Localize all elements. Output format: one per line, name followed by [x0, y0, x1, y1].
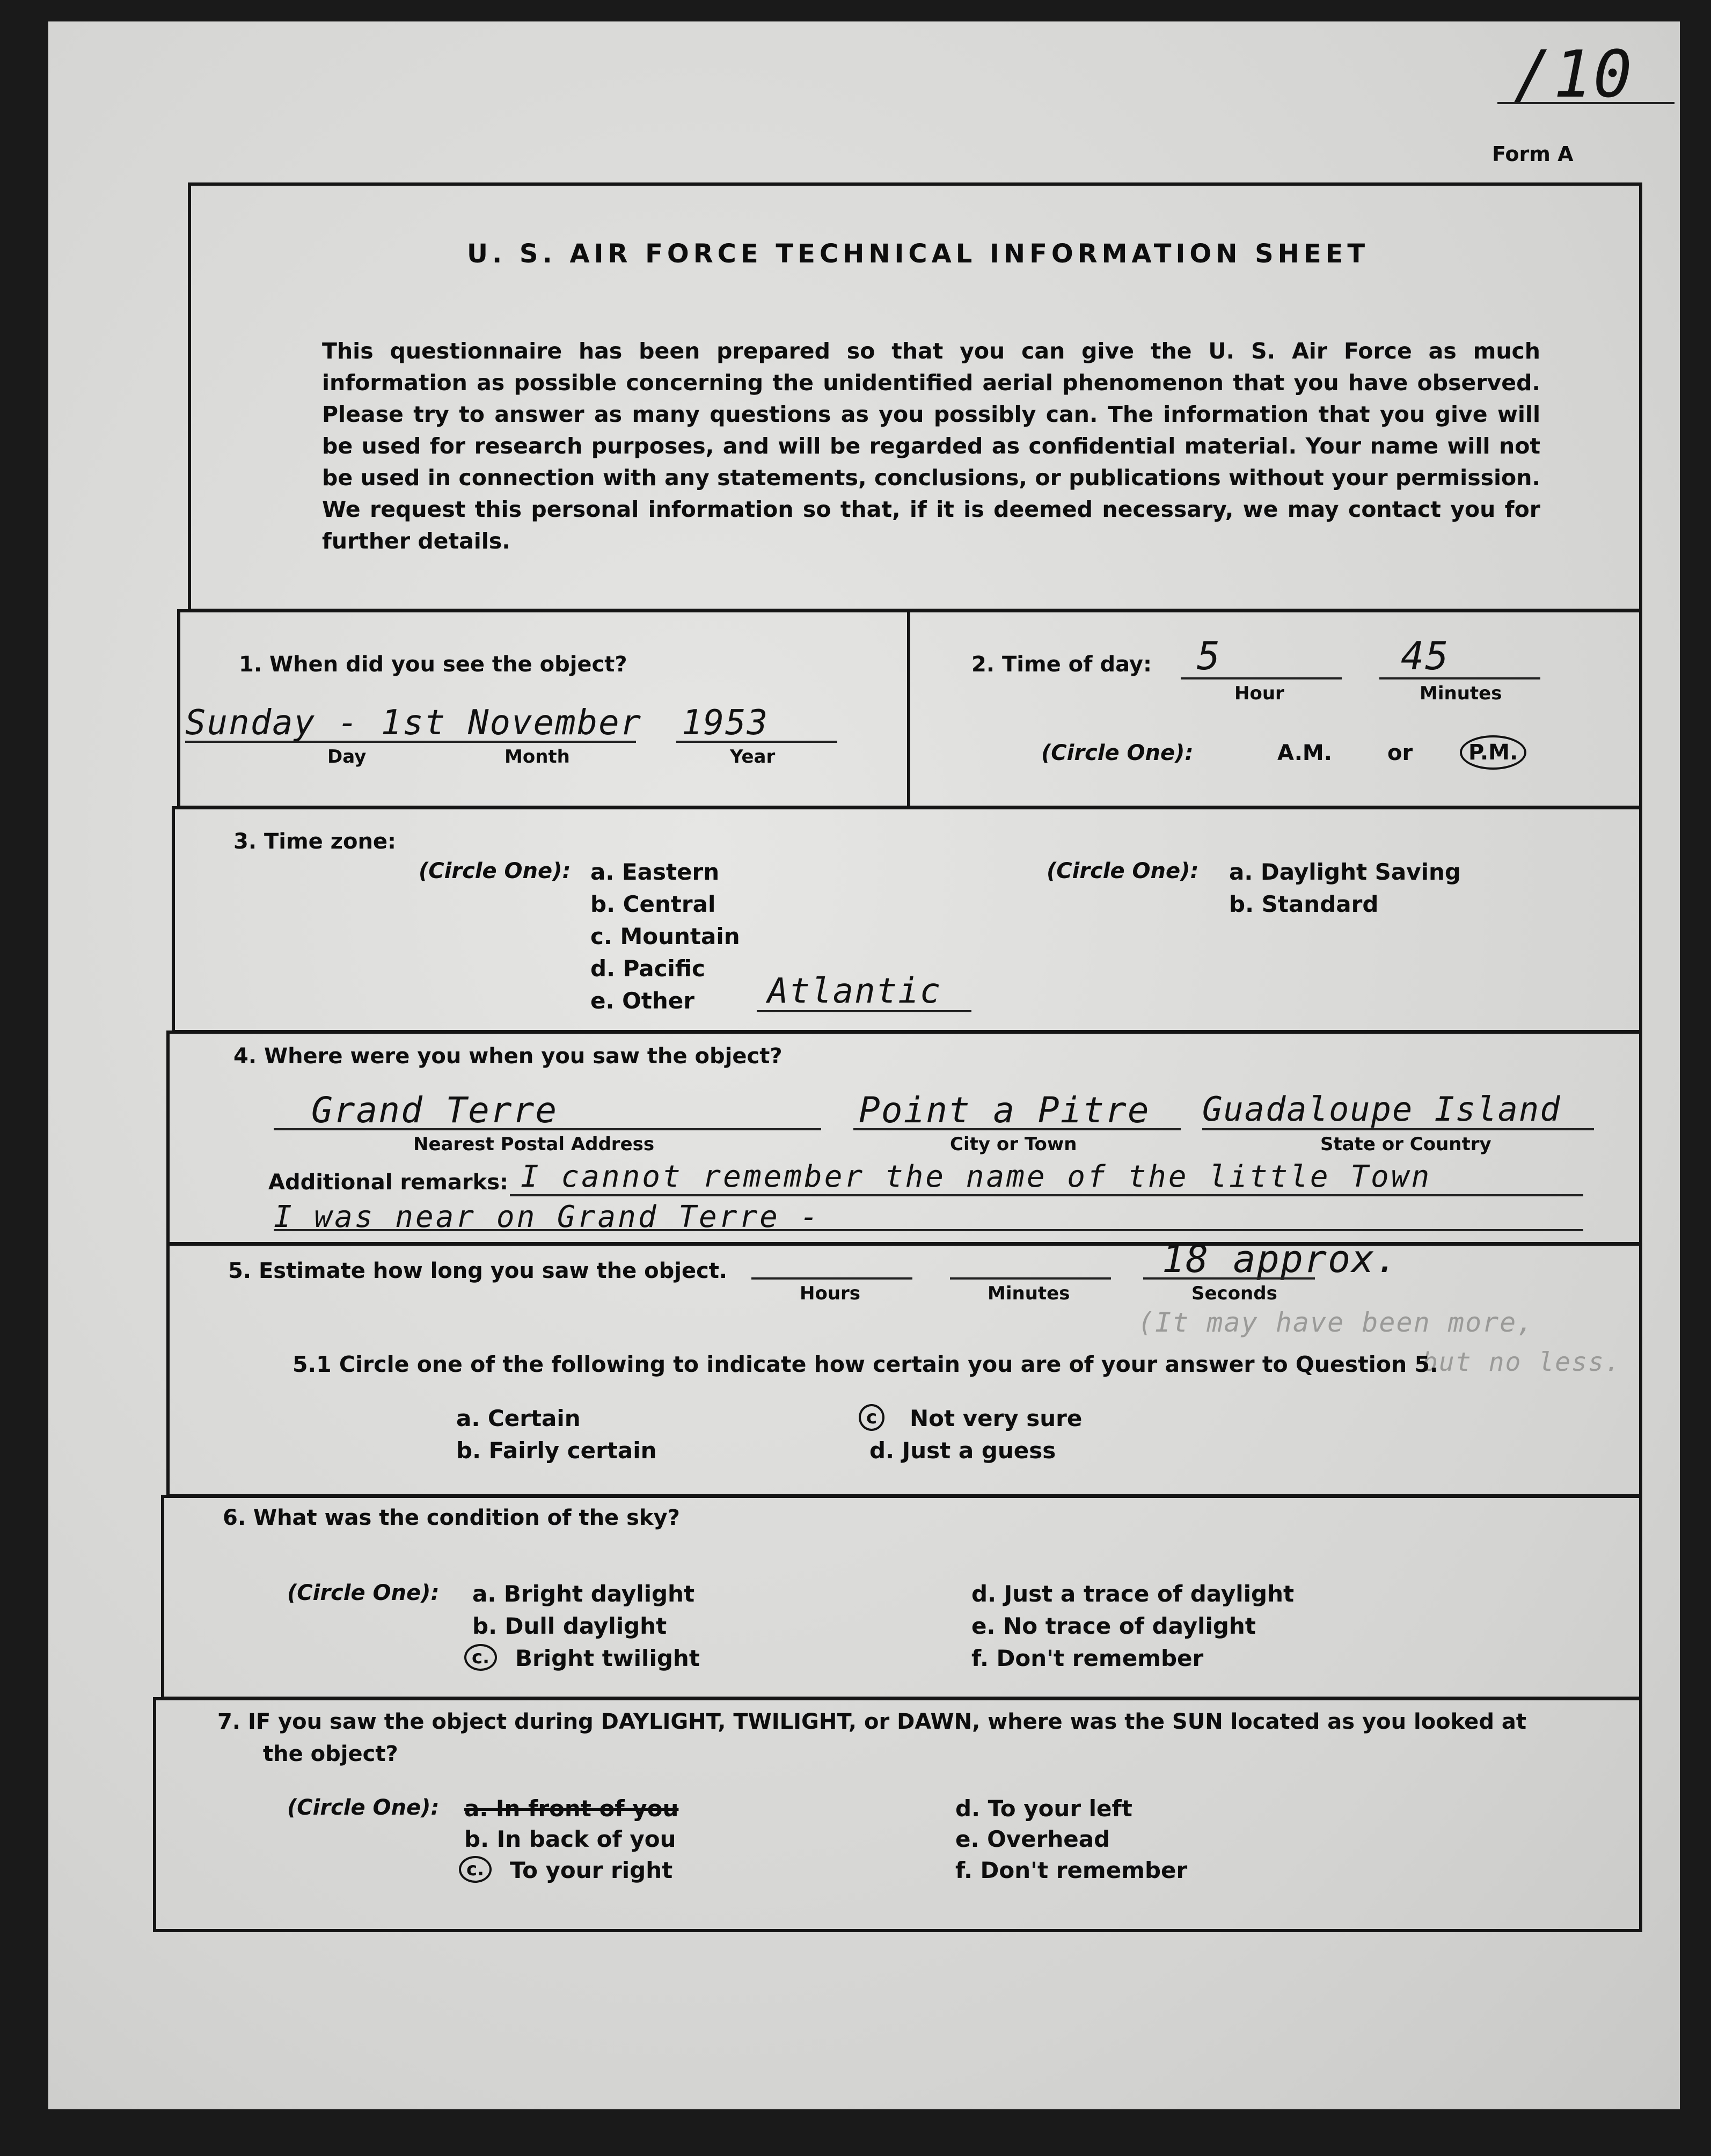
q4-city-answer: Point a Pitre — [859, 1090, 1150, 1131]
q6-option-b: b. Dull daylight — [472, 1613, 667, 1639]
q51-option-a: a. Certain — [456, 1405, 581, 1431]
q6-option-e: e. No trace of daylight — [971, 1613, 1256, 1639]
q7-option-f: f. Don't remember — [955, 1857, 1188, 1883]
q4-remarks-line1: I cannot remember the name of the little Town — [521, 1159, 1432, 1194]
q3-saving-b: b. Standard — [1229, 891, 1379, 917]
q7-option-c: To your right — [510, 1857, 673, 1883]
q5-seconds-label: Seconds — [1191, 1283, 1277, 1304]
q4-address-answer: Grand Terre — [311, 1090, 558, 1131]
q6-option-f: f. Don't remember — [971, 1645, 1204, 1671]
q4-remarks-underline1 — [510, 1194, 1583, 1196]
q2-minutes-answer: 45 — [1401, 633, 1450, 678]
q2-or: or — [1387, 741, 1413, 765]
q7-label-line2: the object? — [263, 1742, 398, 1766]
q3-label: 3. Time zone: — [233, 829, 397, 854]
form-title: U. S. AIR FORCE TECHNICAL INFORMATION SHEET — [467, 239, 1370, 269]
q51-option-c-circled: c — [859, 1404, 884, 1431]
q3-zone-b: b. Central — [590, 891, 716, 917]
q3-saving-circle-one: (Circle One): — [1047, 859, 1199, 883]
q2-hour-answer: 5 — [1197, 633, 1222, 678]
intro-paragraph: This questionnaire has been prepared so that you can give the U. S. Air Force as much information as possible concerning the unidentified aerial phenomenon that you have observed. Please try to answer as many questions as you possibly can. The information that you give will be used for research purposes, and will be regarded as confidential material. Your name will not be used in connection with any statements, conclusions, or publications without your permission. We request this personal information so that, if it is deemed necessary, we may contact you for further details. — [322, 338, 1540, 554]
q6-option-c: Bright twilight — [515, 1645, 700, 1671]
q2-hour-label: Hour — [1234, 683, 1284, 704]
q4-address-label: Nearest Postal Address — [413, 1134, 655, 1155]
q7-option-b: b. In back of you — [464, 1826, 676, 1852]
q4-label: 4. Where were you when you saw the object? — [233, 1044, 783, 1069]
q6-circle-one: (Circle One): — [287, 1581, 440, 1605]
q7-label-line1: 7. IF you saw the object during DAYLIGHT, TWILIGHT, or DAWN, where was the SUN located as you looked at — [217, 1709, 1526, 1734]
q2-pm-circled: P.M. — [1460, 735, 1526, 770]
q5-seconds-line — [1143, 1277, 1315, 1280]
q4-city-label: City or Town — [950, 1134, 1077, 1155]
q1-year-label: Year — [730, 746, 776, 768]
q3-other-answer: Atlantic — [767, 971, 942, 1011]
form-label: Form A — [1492, 142, 1574, 166]
intro-text — [322, 335, 1540, 557]
q4-state-answer: Guadaloupe Island — [1202, 1090, 1561, 1129]
q51-option-c: Not very sure — [910, 1405, 1083, 1431]
q1-year-answer: 1953 — [682, 703, 769, 743]
q5-minutes-line — [950, 1277, 1111, 1280]
q1-day-month-line — [185, 741, 636, 743]
q1-month-label: Month — [504, 746, 570, 768]
q4-remarks-label: Additional remarks: — [268, 1170, 509, 1195]
q3-zone-d: d. Pacific — [590, 955, 705, 982]
q2-hour-line — [1181, 677, 1342, 679]
q4-remarks-underline2 — [274, 1229, 1583, 1231]
q51-option-b: b. Fairly certain — [456, 1437, 657, 1464]
q4-address-line — [274, 1128, 821, 1130]
q3-circle-one: (Circle One): — [419, 859, 571, 883]
q3-other-line — [757, 1010, 971, 1012]
q2-label: 2. Time of day: — [971, 652, 1152, 677]
q1-year-line — [676, 741, 837, 743]
q4-state-label: State or Country — [1320, 1134, 1491, 1155]
q5-note-line1: (It may have been more, — [1138, 1307, 1534, 1338]
q4-state-line — [1202, 1128, 1594, 1130]
q5-note-line2: but no less. — [1422, 1347, 1621, 1377]
q3-zone-a: a. Eastern — [590, 859, 720, 885]
q5-hours-line — [751, 1277, 912, 1280]
q5-label: 5. Estimate how long you saw the object. — [228, 1259, 728, 1283]
document-page — [48, 21, 1680, 2109]
q5-minutes-label: Minutes — [988, 1283, 1070, 1304]
q6-option-c-circled: c. — [464, 1644, 497, 1671]
q3-zone-e: e. Other — [590, 988, 694, 1014]
q5-seconds-answer: 18 approx. — [1162, 1237, 1399, 1281]
q5-hours-label: Hours — [800, 1283, 861, 1304]
q7-circle-one: (Circle One): — [287, 1795, 440, 1820]
section-1-2-divider — [907, 609, 910, 809]
q2-circle-one: (Circle One): — [1041, 741, 1194, 765]
q51-option-d: d. Just a guess — [869, 1437, 1056, 1464]
q2-minutes-label: Minutes — [1420, 683, 1502, 704]
q51-label: 5.1 Circle one of the following to indicate how certain you are of your answer to Question 5. — [293, 1351, 1438, 1377]
q1-day-label: Day — [327, 746, 367, 768]
q4-remarks-line2: I was near on Grand Terre - — [274, 1200, 821, 1234]
page-number: /10 — [1513, 38, 1633, 112]
page-number-underline — [1497, 102, 1675, 104]
q7-option-d: d. To your left — [955, 1795, 1132, 1822]
q6-option-a: a. Bright daylight — [472, 1581, 695, 1607]
q7-option-e: e. Overhead — [955, 1826, 1110, 1852]
q3-saving-a: a. Daylight Saving — [1229, 859, 1461, 885]
q1-day-month-answer: Sunday - 1st November — [185, 703, 642, 743]
q3-zone-c: c. Mountain — [590, 923, 740, 949]
q2-minutes-line — [1379, 677, 1540, 679]
q6-label: 6. What was the condition of the sky? — [223, 1505, 680, 1530]
q7-option-c-circled: c. — [459, 1856, 492, 1883]
q2-am: A.M. — [1277, 741, 1332, 765]
q6-option-d: d. Just a trace of daylight — [971, 1581, 1295, 1607]
q1-label: 1. When did you see the object? — [239, 652, 627, 677]
q7-option-a-struck: a. In front of you — [464, 1795, 679, 1822]
q4-city-line — [853, 1128, 1181, 1130]
